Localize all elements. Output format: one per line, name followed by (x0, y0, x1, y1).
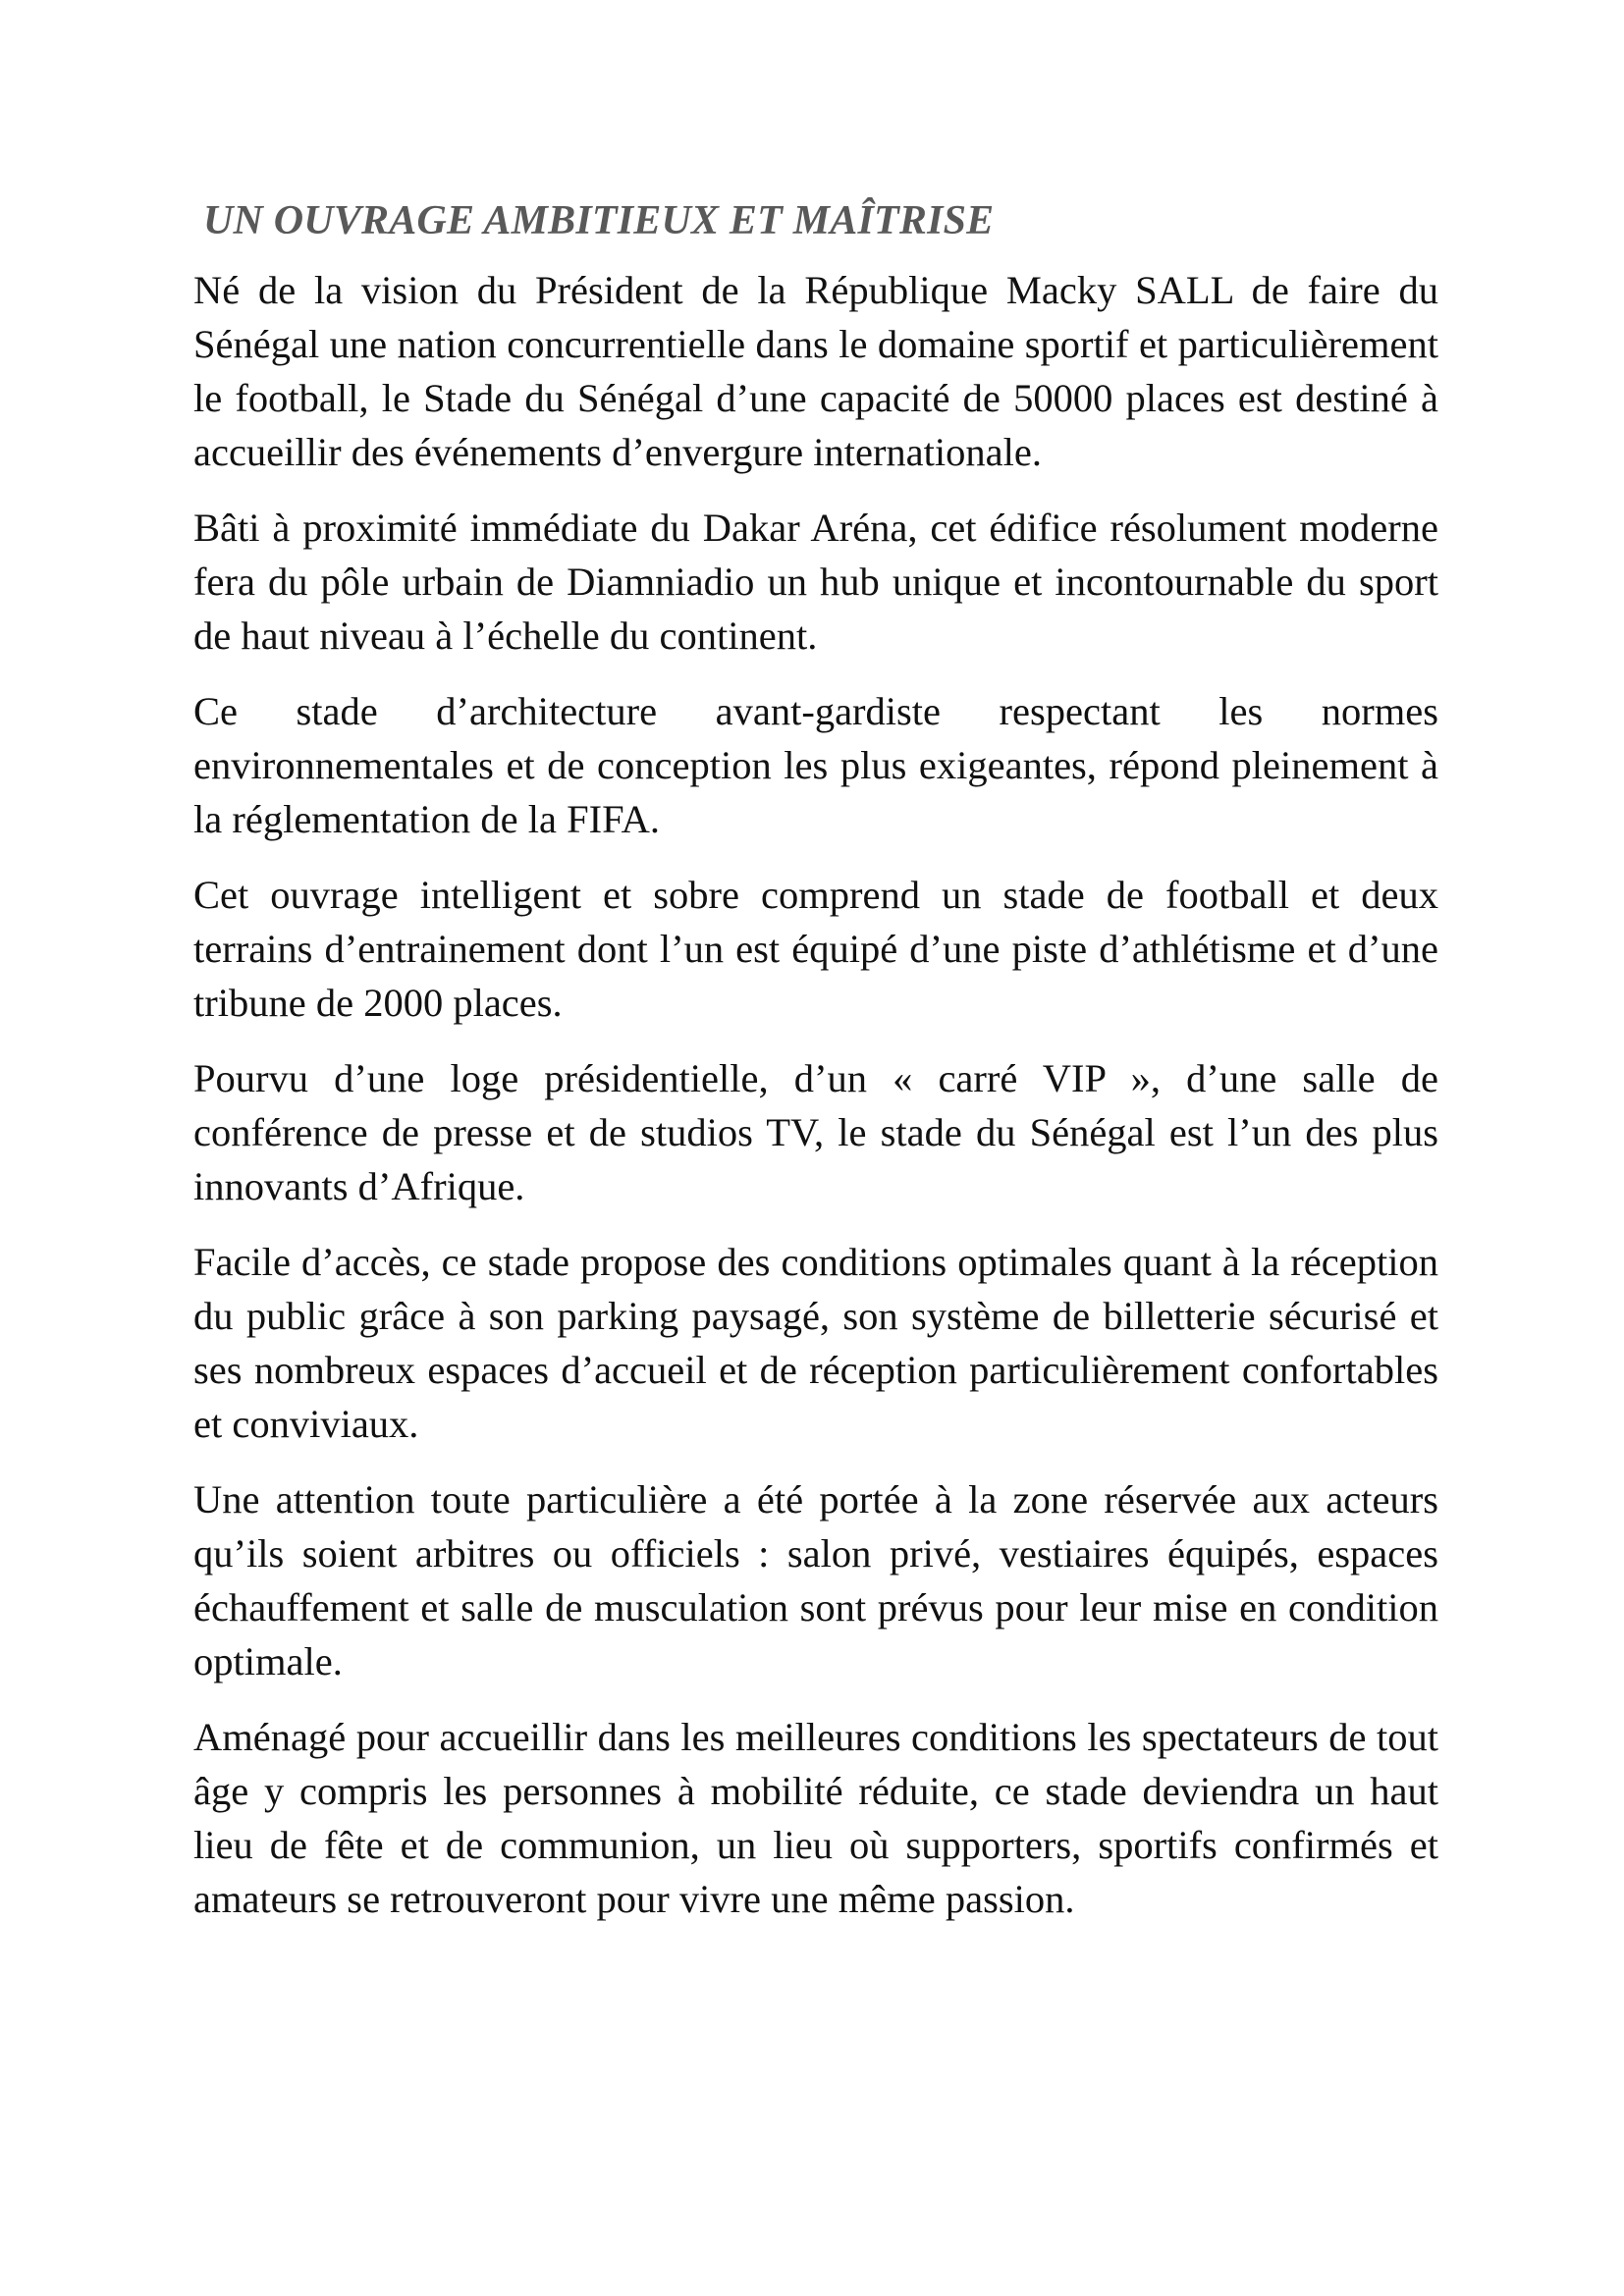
document-body (193, 263, 1438, 1948)
paragraph-vip: Pourvu d’une loge présidentielle, d’un « carré VIP », d’une salle de conférence de presse et de studios TV, le stade du Sénégal est l’un des plus innovants d’Afrique. (193, 1056, 1438, 1208)
paragraph-architecture: Ce stade d’architecture avant-gardiste respectant les normes environnementales et de conception les plus exigeantes, répond pleinement à la réglementation de la FIFA. (193, 689, 1438, 841)
paragraph-location: Bâti à proximité immédiate du Dakar Aréna, cet édifice résolument moderne fera du pôle urbain de Diamniadio un hub unique et incontournable du sport de haut niveau à l’échelle du continent. (193, 506, 1438, 658)
document-title: UN OUVRAGE AMBITIEUX ET MAÎTRISE (203, 198, 995, 243)
paragraph-vision: Né de la vision du Président de la République Macky SALL de faire du Sénégal une nation concurrentielle dans le domaine sportif et particulièrement le football, le Stade du Sénégal d’une capacité de 50000 places est destiné à accueillir des événements d’envergure internationale. (193, 268, 1438, 474)
paragraph-officials: Une attention toute particulière a été portée à la zone réservée aux acteurs qu’ils soient arbitres ou officiels : salon privé, vestiaires équipés, espaces échauffement et salle de musculation sont prévus pour leur mise en condition optimale. (193, 1477, 1438, 1683)
paragraph-facilities: Cet ouvrage intelligent et sobre comprend un stade de football et deux terrains d’entrainement dont l’un est équipé d’une piste d’athlétisme et d’une tribune de 2000 places. (193, 873, 1438, 1025)
paragraph-spectators: Aménagé pour accueillir dans les meilleures conditions les spectateurs de tout âge y compris les personnes à mobilité réduite, ce stade deviendra un haut lieu de fête et de communion, un lieu où supporters, sportifs confirmés et amateurs se retrouveront pour vivre une même passion. (193, 1715, 1438, 1921)
paragraph-access: Facile d’accès, ce stade propose des conditions optimales quant à la réception du public grâce à son parking paysagé, son système de billetterie sécurisé et ses nombreux espaces d’accueil et de réception particulièrement confortables et conviviaux. (193, 1240, 1438, 1446)
